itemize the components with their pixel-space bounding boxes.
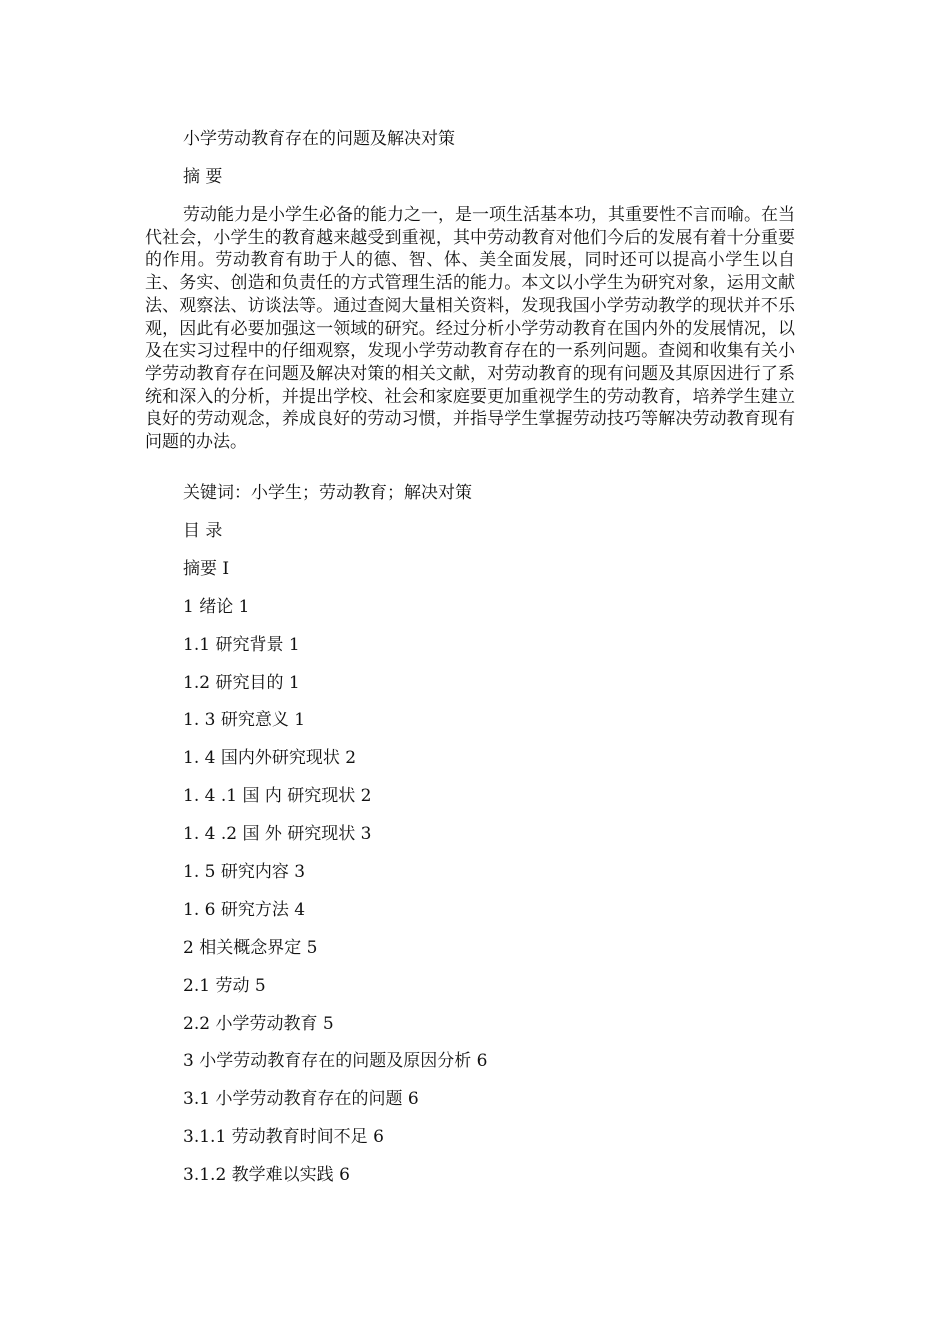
document-title: 小学劳动教育存在的问题及解决对策: [183, 129, 455, 149]
toc-heading: 目 录: [183, 521, 223, 541]
toc-entry: 2.2 小学劳动教育 5: [183, 1014, 334, 1034]
toc-entry: 1. 3 研究意义 1: [183, 710, 306, 730]
toc-entry: 1. 4 国内外研究现状 2: [183, 748, 357, 768]
toc-entry: 1. 4 .2 国 外 研究现状 3: [183, 824, 372, 844]
toc-entry: 2 相关概念界定 5: [183, 938, 318, 958]
toc-entry: 1 绪论 1: [183, 597, 250, 617]
toc-entry: 摘要 I: [183, 559, 230, 579]
toc-entry: 3.1.2 教学难以实践 6: [183, 1165, 350, 1185]
toc-entry: 3 小学劳动教育存在的问题及原因分析 6: [183, 1051, 488, 1071]
toc-entry: 1.2 研究目的 1: [183, 673, 300, 693]
toc-entry: 1.1 研究背景 1: [183, 635, 300, 655]
toc-entry: 3.1 小学劳动教育存在的问题 6: [183, 1089, 419, 1109]
abstract-heading: 摘 要: [183, 167, 223, 187]
toc-entry: 1. 5 研究内容 3: [183, 862, 306, 882]
toc-entry: 2.1 劳动 5: [183, 976, 266, 996]
keywords: 关键词：小学生；劳动教育；解决对策: [183, 483, 472, 503]
abstract-text: 劳动能力是小学生必备的能力之一，是一项生活基本功，其重要性不言而喻。在当代社会，小学生的教育越来越受到重视，其中劳动教育对他们今后的发展有着十分重要的作用。劳动教育有助于人的德、智、体、美全面发展，同时还可以提高小学生以自主、务实、创造和负责任的方式管理生活的能力。本文以小学生为研究对象，运用文献法、观察法、访谈法等。通过查阅大量相关资料，发现我国小学劳动教学的现状并不乐观，因此有必要加强这一领域的研究。经过分析小学劳动教育在国内外的发展情况，以及在实习过程中的仔细观察，发现小学劳动教育存在的一系列问题。查阅和收集有关小学劳动教育存在问题及解决对策的相关文献，对劳动教育的现有问题及其原因进行了系统和深入的分析，并提出学校、社会和家庭要更加重视学生的劳动教育，培养学生建立良好的劳动观念，养成良好的劳动习惯，并指导学生掌握劳动技巧等解决劳动教育现有问题的办法。: [145, 205, 795, 453]
toc-entry: 1. 6 研究方法 4: [183, 900, 306, 920]
toc-entry: 3.1.1 劳动教育时间不足 6: [183, 1127, 384, 1147]
toc-entry: 1. 4 .1 国 内 研究现状 2: [183, 786, 372, 806]
